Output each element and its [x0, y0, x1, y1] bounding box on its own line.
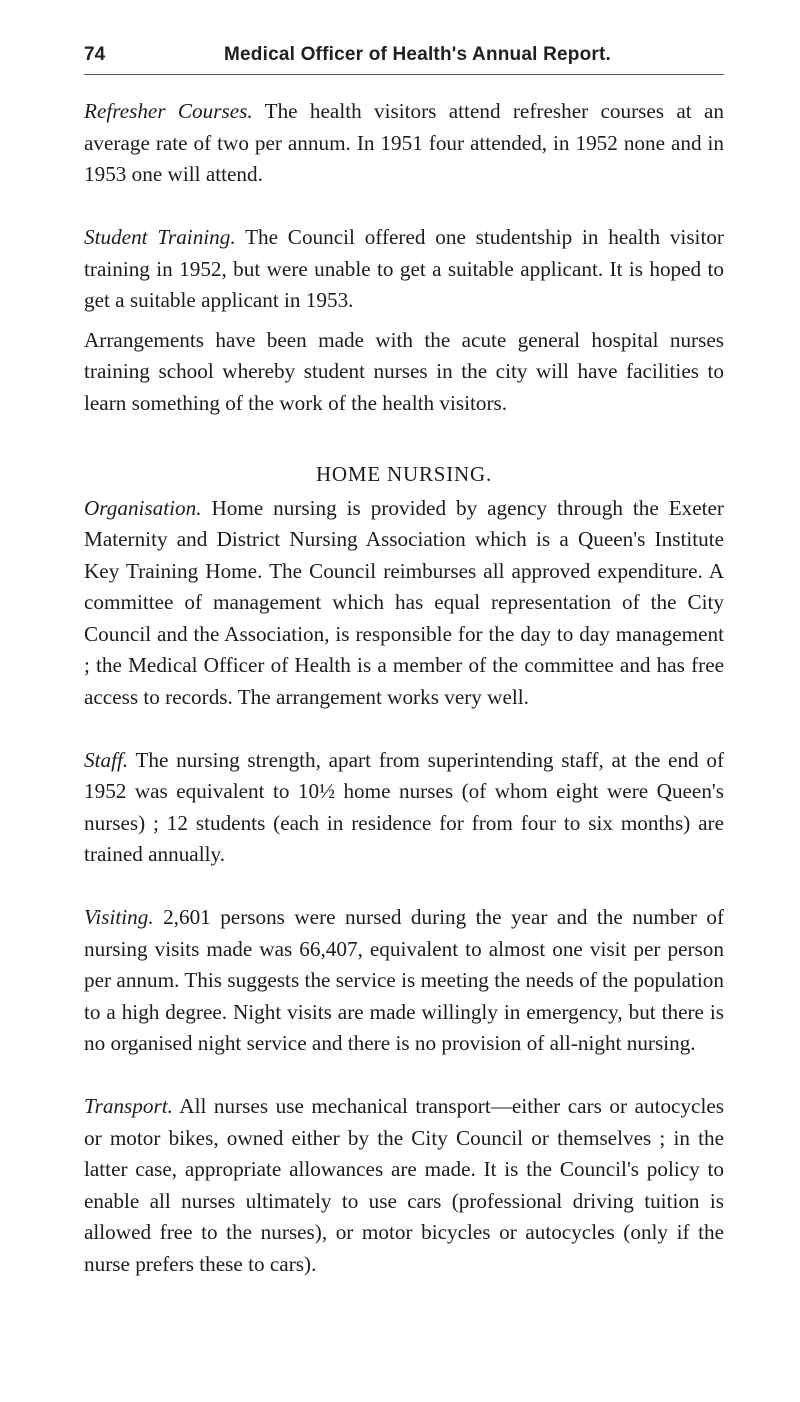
- header-rule: [84, 74, 724, 75]
- section-heading-home-nursing: HOME NURSING.: [315, 462, 493, 486]
- spacer: [84, 1060, 724, 1092]
- lead-visiting: Visiting.: [84, 905, 154, 929]
- body-text: [84, 96, 724, 1280]
- spacer: [84, 871, 724, 903]
- lead-refresher-courses: Refresher Courses.: [84, 99, 253, 123]
- paragraph-arrangements: [84, 325, 724, 420]
- spacer: [84, 713, 724, 745]
- paragraph-refresher-courses: [84, 96, 724, 191]
- text-organisation: Home nursing is provided by agency through the Exeter Maternity and District Nursing Association which is a Queen's Institute Key Training Home. The Council reimburses all approved expenditure. A committee of management which has equal representation of the City Council and the Association, is responsible for the day to day management ; the Medical Officer of Health is a member of the committee and has free access to records. The arrangement works very well.: [84, 495, 724, 709]
- text-visiting: 2,601 persons were nursed during the year and the number of nursing visits made was 66,407, equivalent to almost one visit per person per annum. This suggests the service is meeting the needs of the population to a high degree. Night visits are made willingly in emergency, but there is no organised night service and there is no provision of all-night nursing.: [84, 905, 724, 1055]
- page-number: 74: [84, 44, 106, 65]
- text-refresher-courses: The health visitors attend refresher courses at an average rate of two per annum. In 1951 four attended, in 1952 none and in 1953 one will attend.: [84, 99, 725, 186]
- text-transport: All nurses use mechanical transport—either cars or autocycles or motor bikes, owned either by the City Council or themselves ; in the latter case, appropriate allowances are made. It is the Council's policy to enable all nurses ultimately to use cars (professional driving tuition is allowed free to the nurses), or motor bicycles or autocycles (only if the nurse prefers these to cars).: [84, 1094, 724, 1276]
- paragraph-transport: [84, 1091, 724, 1280]
- spacer: [84, 191, 724, 223]
- lead-student-training: Student Training.: [84, 225, 236, 249]
- lead-organisation: Organisation.: [84, 495, 202, 520]
- lead-transport: Transport.: [84, 1094, 173, 1118]
- lead-staff: Staff.: [84, 747, 129, 772]
- paragraph-organisation: [84, 493, 724, 714]
- text-staff: The nursing strength, apart from superintending staff, at the end of 1952 was equivalent to 10½ home nurses (of whom eight were Queen's nurses) ; 12 students (each in residence for from four to six months) are trained annually.: [84, 747, 724, 866]
- paragraph-staff: [84, 745, 724, 871]
- spacer: [84, 419, 724, 459]
- spacer: [84, 317, 724, 325]
- text-arrangements: Arrangements have been made with the acute general hospital nurses training school whereby student nurses in the city will have facilities to learn something of the work of the health visitors.: [84, 327, 724, 415]
- paragraph-visiting: [84, 902, 724, 1060]
- page-header: [84, 44, 724, 78]
- text-student-training: The Council offered one studentship in health visitor training in 1952, but were unable to get a suitable applicant. It is hoped to get a suitable applicant in 1953.: [84, 225, 724, 312]
- paragraph-student-training: [84, 222, 724, 317]
- running-title: Medical Officer of Health's Annual Report.: [224, 44, 611, 65]
